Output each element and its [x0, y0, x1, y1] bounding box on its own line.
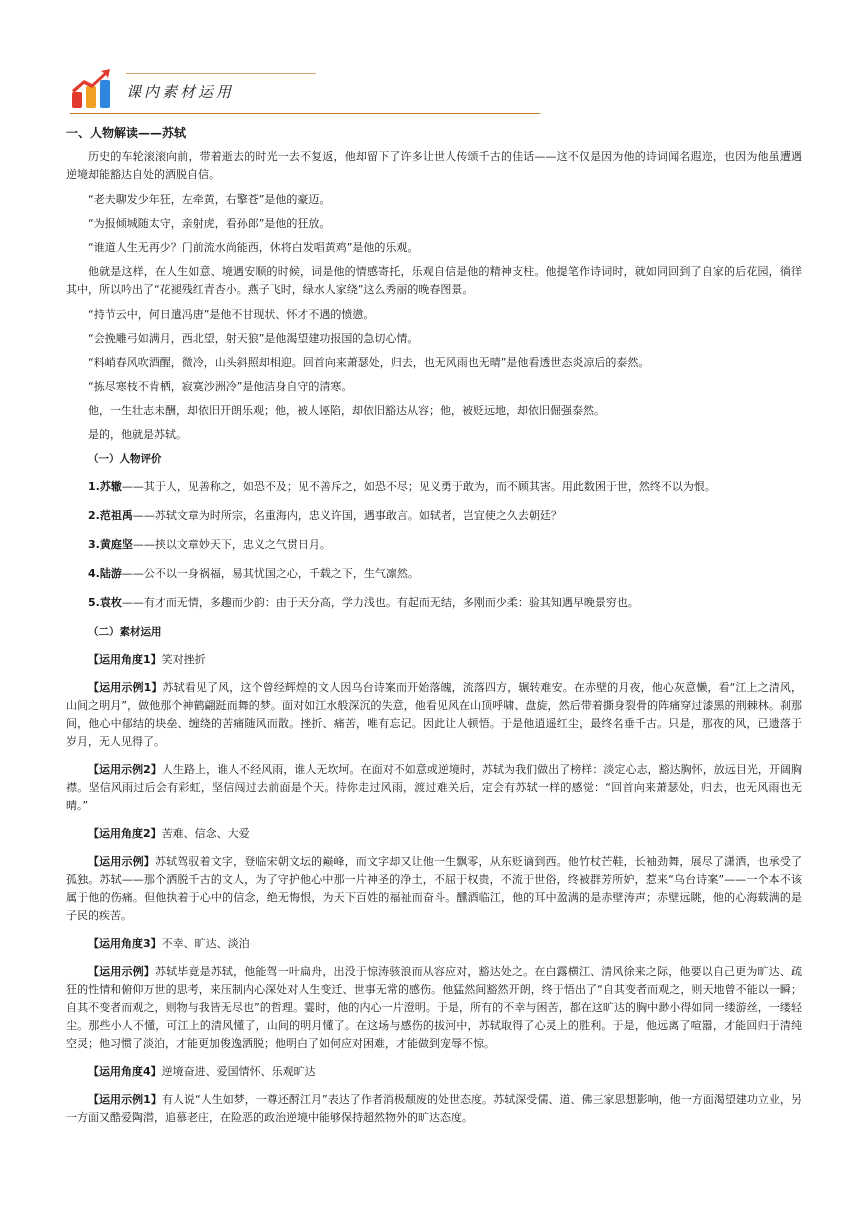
example-text: 人生路上，谁人不经风雨，谁人无坎坷。在面对不如意或逆境时，苏轼为我们做出了榜样：淡定心志，豁达胸怀，放远目光，开阔胸襟。坚信风雨过后会有彩虹，坚信闯过去前面是个天。待你走过风雨，渡过难关后，定会有苏轼一样的感觉：“回首向来萧瑟处，归去，也无风雨也无晴。”	[66, 763, 803, 812]
evaluation-item	[88, 478, 802, 496]
angle-text: 笑对挫折	[161, 653, 206, 666]
header-divider	[70, 113, 540, 114]
evaluation-text: ——挟以文章妙天下，忠义之气贯日月。	[132, 538, 331, 551]
usage-example	[66, 1091, 802, 1127]
example-text: 苏轼看见了风，这个曾经辉煌的文人因乌台诗案而开始落魄，流落四方，辗转难安。在赤壁的月夜，他心灰意懒，看“江上之清风，山间之明月”，做他那个神鹤翩跹而舞的梦。面对如江水般深沉的失意，他看见风在山顶呼啸、盘旋，然后带着撕身裂骨的阵痛穿过漆黑的荆棘林。刹那间，他心中郁结的块垒、缠绕的苦痛随风而散。挫折、痛苦，唯有忘记。因此让人顿悟。于是他逍遥红尘，最终名垂千古。只是，那夜的风，已遗落于岁月，无人见得了。	[66, 681, 802, 748]
angle-label: 【运用角度3】	[88, 937, 162, 950]
example-text: 苏轼驾驭着文字，登临宋朝文坛的巅峰，而文字却又让他一生飘零，从东贬谪到西。他竹杖芒鞋，长袖劲舞，展尽了潇洒，也承受了孤独。苏轼——那个洒脱千古的文人，为了守护他心中那一片神圣的净土，不屈于权贵，不流于世俗，终被群芳所妒，惹来“乌台诗案”——一个本不该属于他的伤痛。但他执着于心中的信念，绝无悔恨，为天下百姓的福祉而奋斗。醺酒临江，他的耳中盈满的是赤壁涛声；赤壁远眺，他的心海载满的是子民的疾苦。	[66, 855, 802, 922]
usage-example	[66, 679, 802, 751]
evaluator-name: 5.袁枚	[88, 596, 122, 609]
page-header	[70, 68, 540, 114]
evaluator-name: 1.苏辙	[88, 480, 122, 493]
usage-angle	[88, 935, 802, 953]
usage-example	[66, 963, 802, 1053]
quote-paragraph: “料峭春风吹酒醒，微冷，山头斜照却相迎。回首向来萧瑟处，归去，也无风雨也无晴”是他看透世态炎凉后的泰然。	[88, 356, 650, 369]
evaluator-name: 2.范祖禹	[88, 509, 133, 522]
angle-text: 不幸、旷达、淡泊	[161, 937, 250, 950]
growth-chart-icon	[70, 68, 114, 110]
section-title: 一、人物解读——苏轼	[66, 126, 187, 140]
body-paragraph: 他，一生壮志未酬，却依旧开朗乐观；他，被人诬陷，却依旧豁达从容；他，被贬远地，却依旧倔强泰然。	[88, 404, 605, 417]
usage-example	[66, 853, 802, 925]
evaluation-item	[88, 536, 802, 554]
usage-angle	[88, 651, 802, 669]
document-body	[66, 124, 802, 1137]
example-label: 【运用示例1】	[88, 681, 163, 694]
usage-example	[66, 761, 802, 815]
example-text: 有人说“人生如梦，一尊还酹江月”表达了作者消极颓废的处世态度。苏轼深受儒、道、佛三家思想影响，他一方面渴望建功立业，另一方面又酷爱陶潜，追慕老庄，在险恶的政治逆境中能够保持超然物外的旷达态度。	[66, 1093, 802, 1124]
evaluator-name: 4.陆游	[88, 567, 122, 580]
quote-paragraph: “会挽雕弓如满月，西北望，射天狼”是他渴望建功报国的急切心情。	[88, 332, 419, 345]
evaluator-name: 3.黄庭坚	[88, 538, 133, 551]
evaluation-item	[88, 565, 802, 583]
usage-angle	[88, 825, 802, 843]
quote-paragraph: “为报倾城随太守，亲射虎，看孙郎”是他的狂放。	[88, 217, 331, 230]
quote-paragraph: “持节云中，何日遣冯唐”是他不甘现状、怀才不遇的愤懑。	[88, 308, 375, 321]
body-paragraph: 他就是这样，在人生如意、境遇安顺的时候，词是他的情感寄托，乐观自信是他的精神支柱。他提笔作诗词时，就如同回到了自家的后花园，徜徉其中，所以吟出了“花褪残红青杏小。燕子飞时，绿水人家绕”这么秀丽的晚春图景。	[66, 265, 802, 296]
angle-text: 逆境奋进、爱国情怀、乐观旷达	[161, 1065, 316, 1078]
angle-label: 【运用角度1】	[88, 653, 162, 666]
angle-text: 苦难、信念、大爱	[161, 827, 250, 840]
header-title: 课内素材运用	[126, 83, 235, 101]
subsection-title-material: （二）素材运用	[88, 626, 162, 638]
body-paragraph: 是的，他就是苏轼。	[88, 428, 187, 441]
evaluation-text: ——有才而无情，多趣而少韵：由于天分高，学力浅也。有起而无结，多刚而少柔：验其知遇早晚景穷也。	[121, 596, 639, 609]
angle-label: 【运用角度4】	[88, 1065, 162, 1078]
example-label: 【运用示例2】	[88, 763, 162, 776]
example-label: 【运用示例】	[88, 965, 155, 978]
quote-paragraph: “拣尽寒枝不肯栖，寂寞沙洲冷”是他洁身自守的清寒。	[88, 380, 353, 393]
subsection-title-evaluation: （一）人物评价	[88, 453, 162, 465]
intro-paragraph: 历史的车轮滚滚向前，带着逝去的时光一去不复返，他却留下了许多让世人传颂千古的佳话——这不仅是因为他的诗词闻名遐迩，也因为他虽遭遇逆境却能豁达自处的洒脱自信。	[66, 150, 802, 181]
evaluation-text: ——公不以一身祸福，易其忧国之心，千载之下，生气凛然。	[121, 567, 419, 580]
quote-paragraph: “谁道人生无再少？门前流水尚能西，休将白发唱黄鸡”是他的乐观。	[88, 241, 419, 254]
evaluation-text: ——苏轼文章为时所宗，名重海内，忠义许国，遇事敢言。如轼者，岂宜使之久去朝廷？	[132, 509, 562, 522]
example-label: 【运用示例】	[88, 855, 155, 868]
example-label: 【运用示例1】	[88, 1093, 162, 1106]
angle-label: 【运用角度2】	[88, 827, 162, 840]
quote-paragraph: “老夫聊发少年狂，左牵黄，右擎苍”是他的豪迈。	[88, 193, 331, 206]
example-text: 苏轼毕竟是苏轼，他能驾一叶扁舟，出没于惊涛骇浪而从容应对，豁达处之。在白露横江、清风徐来之际，他要以自己更为旷达、疏狂的性情和俯仰万世的思考，来压制内心深处对人生变迁、世事无常的感伤。他猛然间豁然开朗，终于悟出了“自其变者而观之，则天地曾不能以一瞬；自其不变者而观之，则物与我皆无尽也”的哲理。霎时，他的内心一片澄明。于是，所有的不幸与困苦，都在这旷达的胸中渺小得如同一缕游丝，一缕轻尘。那些小人不懂，可江上的清风懂了，山间的明月懂了。在这场与感伤的拔河中，苏轼取得了心灵上的胜利。于是，他远离了喧嚣，才能回归于清纯空灵；他习惯了淡泊，才能更加俊逸洒脱；他明白了如何应对困难，才能做到宠辱不惊。	[66, 965, 802, 1050]
header-accent-line	[126, 73, 316, 74]
evaluation-text: ——其于人，见善称之，如恐不及；见不善斥之，如恐不尽；见义勇于敢为，而不顾其害。用此数困于世，然终不以为恨。	[121, 480, 716, 493]
usage-angle	[88, 1063, 802, 1081]
evaluation-item	[88, 507, 802, 525]
evaluation-item	[88, 594, 802, 612]
